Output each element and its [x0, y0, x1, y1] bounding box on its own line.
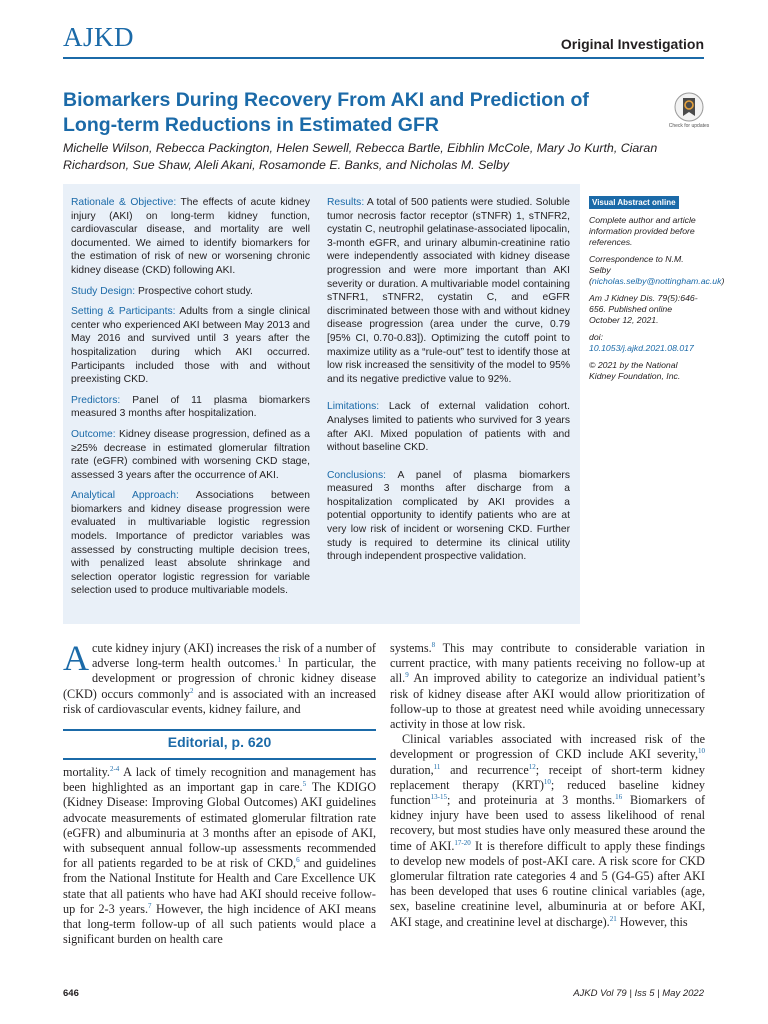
citation-ref[interactable]: 5	[302, 780, 307, 789]
journal-logo: AJKD	[63, 22, 135, 52]
citation-ref[interactable]: 11	[433, 762, 441, 771]
copyright: © 2021 by the National Kidney Foundation, Inc.	[589, 360, 681, 381]
author-list: Michelle Wilson, Rebecca Packington, Helen Sewell, Rebecca Bartle, Eibhlin McCole, Mary Jo Kurth, Ciaran Richardson, Sue Shaw, Aleli Akani, Rosamonde E. Banks, and Nicholas M. Selby	[63, 141, 658, 172]
check-for-updates-icon[interactable]	[674, 92, 704, 122]
header-rule	[63, 57, 704, 59]
citation-ref[interactable]: 16	[615, 792, 623, 801]
abstract-limitations: Limitations: Lack of external validation cohort. Analyses limited to patients who survived for 3 years after AKI. Mixed population of patients with and without baseline CKD.	[327, 401, 570, 454]
abstract-conclusions: Conclusions: A panel of plasma biomarkers measured 3 months after discharge from a hospitalization complicated by AKI provides a potential opportunity to identify patients who are at very low risk of incident or worsening CKD. Further study is required to determine its clinical utility through independent prospective validation.	[327, 469, 570, 563]
doi-link[interactable]: 10.1053/j.ajkd.2021.08.017	[589, 343, 694, 353]
abstract-analytical-approach: Analytical Approach: Associations between biomarkers and kidney disease progression were evaluated in multivariable logistic regression models. Importance of predictor variables was assessed by constructing multiple decision trees, with penalized least absolute shrinkage and selection operator logistic regression for variable selection used to produce multivariable models.	[71, 490, 310, 597]
citation-ref[interactable]: 10	[543, 777, 551, 786]
abstract-predictors: Predictors: Panel of 11 plasma biomarkers measured 3 months after hospitalization.	[71, 394, 310, 420]
article-sidebar	[589, 196, 725, 388]
body-paragraph-1: Acute kidney injury (AKI) increases the risk of a number of adverse long-term health outcomes.$^1$ In particular, the development or progression of chronic kidney disease (CKD) occurs commonly$^2$ and is associated with an increased risk of cardiovascular events, kidney failure, and	[63, 638, 377, 716]
citation-ref[interactable]: 12	[528, 762, 536, 771]
citation-ref[interactable]: 9	[405, 671, 409, 680]
citation-ref[interactable]: 17-20	[454, 838, 471, 847]
body-left-bottom	[63, 765, 376, 947]
article-title: Biomarkers During Recovery From AKI and Prediction of Long-term Reductions in Estimated GFR	[63, 89, 589, 136]
correspondence-email-link[interactable]: nicholas.selby@nottingham.ac.uk	[591, 276, 722, 286]
citation-ref[interactable]: 2-4	[109, 764, 120, 773]
abstract-left-column	[71, 196, 310, 605]
drop-cap: A	[63, 638, 89, 678]
citation-ref[interactable]: 6	[296, 856, 300, 865]
editorial-rule-bottom	[63, 758, 376, 760]
abstract-rationale: Rationale & Objective: The effects of acute kidney injury (AKI) on long-term kidney function, cardiovascular disease, and mortality are well documented. We aimed to identify biomarkers for the estimation of risk of new or worsening chronic kidney disease (CKD) following AKI.	[71, 197, 310, 276]
citation-ref[interactable]: 13-15	[430, 792, 447, 801]
page-number: 646	[63, 988, 79, 999]
abstract-study-design: Study Design: Prospective cohort study.	[71, 285, 253, 297]
abstract-results: Results: A total of 500 patients were studied. Soluble tumor necrosis factor receptor (sTNFR) 1, sTNFR2, cystatin C, neutrophil gelatinase-associated lipocalin, 3-month eGFR, and urinary albumin-creatinine ratio were independently associated with kidney disease progression and were more important than AKI severity or duration. A multivariable model containing sTNFR1, sTNFR2, cystatin C, and eGFR discriminated between those with and without kidney disease progression (area under the curve, 0.79 [95% CI, 0.70-0.83]). Optimizing the cutoff point to maximize utility as a “rule-out” test to identify those at low risk increased the sensitivity of the model to 95% and its negative predictive value to 92%.	[327, 197, 570, 385]
citation-ref[interactable]: 21	[609, 914, 617, 923]
complete-info-note: Complete author and article information provided before references.	[589, 215, 696, 247]
section-label: Original Investigation	[560, 36, 704, 52]
citation-ref[interactable]: 7	[148, 901, 152, 910]
citation-ref[interactable]: 2	[189, 686, 194, 695]
body-paragraph-4: Clinical variables associated with increased risk of the development or progression of CKD include AKI severity,$^{10}$ duration,$^{11}$ and recurrence$^{12}$; receipt of short-term kidney replacement therapy (KRT)$^{10}$; reduced baseline kidney function$^{13-15}$; and proteinuria at 3 months.$^{16}$ Biomarkers of kidney injury have been used to assess likelihood of renal recovery, but most studies have only measured these around the time of AKI.$^{17-20}$ It is therefore difficult to apply these findings to develop new models of post-AKI care. A risk score for CKD glomerular filtration rate categories 4 and 5 (G4-G5) after AKI has been developed that uses 6 routine clinical variables (age, sex, baseline creatinine level, albuminuria at or before AKI, AKI stage, and creatinine level at discharge).$^{21}$ However, this	[390, 732, 706, 929]
abstract-outcome: Outcome: Kidney disease progression, defined as a ≥25% decrease in estimated glomerular filtration rate (eGFR) combined with worsening CKD stage, assessed 3 years after the occurrence of AKI.	[71, 428, 310, 481]
citation: Am J Kidney Dis. 79(5):646-656. Published online October 12, 2021.	[589, 293, 698, 325]
abstract-setting: Setting & Participants: Adults from a single clinical center who experienced AKI between May 2013 and May 2016 and survived until 3 years after the hospitalization during which AKI occurred. Participants included those with and without preexisting CKD.	[71, 306, 310, 386]
journal-issue-info: AJKD Vol 79 | Iss 5 | May 2022	[573, 988, 704, 999]
visual-abstract-link[interactable]: Visual Abstract online	[589, 196, 679, 209]
body-paragraph-3: systems.$^8$ This may contribute to considerable variation in current practice, with many patients receiving no follow-up at all.$^9$ An improved ability to categorize an individual patient’s risk of kidney disease after AKI would allow prioritization of follow-up to those at greatest need while avoiding unnecessary activity in those at low risk.	[390, 640, 705, 732]
body-right-column	[390, 641, 705, 930]
check-for-updates-label[interactable]: Check for updates	[668, 123, 710, 129]
editorial-rule-top	[63, 729, 376, 731]
editorial-link[interactable]: Editorial, p. 620	[167, 734, 272, 750]
body-paragraph-2: mortality.$^{2-4}$ A lack of timely recognition and management has been highlighted as an important gap in care.$^5$ The KDIGO (Kidney Disease: Improving Global Outcomes) AKI guidelines advocate measurements of estimated glomerular filtration rate (eGFR) and albuminuria at 3 months after an episode of AKI, with subsequent annual follow-up assessments recommended for all patients regarded to be at risk of CKD,$^6$ and guidelines from the National Institute for Health and Care Excellence UK state that all patients who have had AKI should receive follow-up for 2-3 years.$^7$ However, the high incidence of AKI means that long-term follow-up of all such patients would place a significant burden on health care	[63, 764, 377, 947]
body-left-top	[63, 638, 377, 717]
citation-ref[interactable]: 10	[698, 747, 705, 756]
abstract-right-column	[327, 196, 570, 571]
citation-ref[interactable]: 1	[277, 656, 282, 665]
correspondence: Correspondence to N.M. Selby (nicholas.selby@nottingham.ac.uk)	[589, 254, 725, 286]
doi: doi: 10.1053/j.ajkd.2021.08.017	[589, 332, 694, 353]
citation-ref[interactable]: 8	[431, 640, 436, 649]
